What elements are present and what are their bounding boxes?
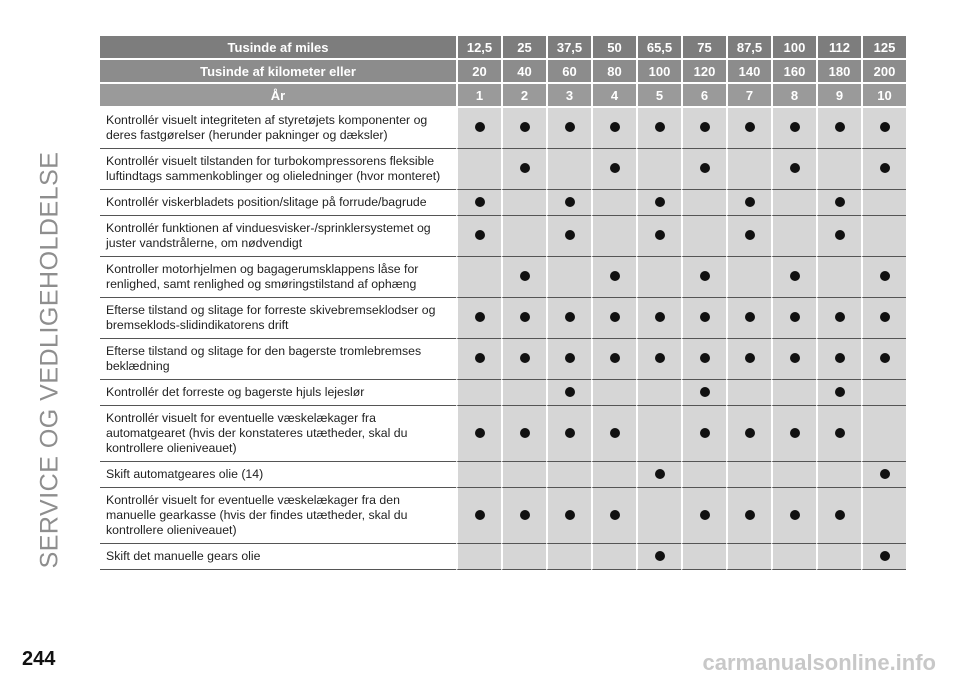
interval-cell xyxy=(456,298,501,339)
service-dot-icon xyxy=(835,122,845,132)
header-interval-value: 4 xyxy=(591,84,636,108)
task-description: Kontroller motorhjelmen og bagagerumsklappens låse for renlighed, samt renlighed og smøringstilstand af ophæng xyxy=(100,257,456,298)
service-dot-icon xyxy=(790,312,800,322)
interval-cell xyxy=(591,406,636,462)
service-dot-icon xyxy=(790,271,800,281)
interval-cell xyxy=(456,108,501,149)
table-row xyxy=(100,339,906,380)
interval-cell xyxy=(546,544,591,570)
service-dot-icon xyxy=(790,510,800,520)
service-dot-icon xyxy=(565,122,575,132)
task-description: Skift automatgeares olie (14) xyxy=(100,462,456,488)
interval-cell xyxy=(816,380,861,406)
interval-cell xyxy=(546,257,591,298)
interval-cell xyxy=(726,462,771,488)
header-label: År xyxy=(100,84,456,108)
table-row xyxy=(100,298,906,339)
interval-cell xyxy=(681,298,726,339)
interval-cell xyxy=(546,406,591,462)
interval-cell xyxy=(591,257,636,298)
header-row xyxy=(100,60,906,84)
header-interval-value: 20 xyxy=(456,60,501,84)
interval-cell xyxy=(501,462,546,488)
service-dot-icon xyxy=(880,163,890,173)
interval-cell xyxy=(861,544,906,570)
interval-cell xyxy=(501,544,546,570)
service-dot-icon xyxy=(610,163,620,173)
service-dot-icon xyxy=(835,428,845,438)
interval-cell xyxy=(546,108,591,149)
interval-cell xyxy=(771,190,816,216)
task-description: Kontrollér visuelt integriteten af styretøjets komponenter og deres fastgørelser (herunder pakninger og dæksler) xyxy=(100,108,456,149)
service-dot-icon xyxy=(475,353,485,363)
interval-cell xyxy=(816,339,861,380)
service-dot-icon xyxy=(880,551,890,561)
interval-cell xyxy=(861,462,906,488)
interval-cell xyxy=(861,406,906,462)
service-dot-icon xyxy=(700,387,710,397)
service-dot-icon xyxy=(700,122,710,132)
header-interval-value: 25 xyxy=(501,36,546,60)
interval-cell xyxy=(681,488,726,544)
header-interval-value: 5 xyxy=(636,84,681,108)
interval-cell xyxy=(771,108,816,149)
maintenance-schedule-table xyxy=(100,36,906,570)
service-dot-icon xyxy=(700,428,710,438)
header-interval-value: 65,5 xyxy=(636,36,681,60)
header-interval-value: 80 xyxy=(591,60,636,84)
interval-cell xyxy=(456,544,501,570)
service-dot-icon xyxy=(790,353,800,363)
service-dot-icon xyxy=(745,312,755,322)
watermark: carmanualsonline.info xyxy=(702,650,936,675)
interval-cell xyxy=(501,149,546,190)
interval-cell xyxy=(816,406,861,462)
header-interval-value: 1 xyxy=(456,84,501,108)
service-dot-icon xyxy=(745,510,755,520)
interval-cell xyxy=(726,488,771,544)
interval-cell xyxy=(726,298,771,339)
interval-cell xyxy=(546,190,591,216)
service-dot-icon xyxy=(700,271,710,281)
interval-cell xyxy=(501,406,546,462)
header-interval-value: 6 xyxy=(681,84,726,108)
service-dot-icon xyxy=(745,230,755,240)
interval-cell xyxy=(726,257,771,298)
service-dot-icon xyxy=(610,353,620,363)
interval-cell xyxy=(681,257,726,298)
interval-cell xyxy=(726,108,771,149)
service-dot-icon xyxy=(565,353,575,363)
service-dot-icon xyxy=(745,122,755,132)
interval-cell xyxy=(726,339,771,380)
interval-cell xyxy=(456,339,501,380)
service-dot-icon xyxy=(610,122,620,132)
service-dot-icon xyxy=(835,387,845,397)
interval-cell xyxy=(726,544,771,570)
header-interval-value: 87,5 xyxy=(726,36,771,60)
service-dot-icon xyxy=(880,469,890,479)
service-dot-icon xyxy=(610,510,620,520)
interval-cell xyxy=(816,488,861,544)
task-description: Efterse tilstand og slitage for den bagerste tromlebremses beklædning xyxy=(100,339,456,380)
interval-cell xyxy=(771,257,816,298)
service-dot-icon xyxy=(880,312,890,322)
interval-cell xyxy=(771,380,816,406)
header-label: Tusinde af miles xyxy=(100,36,456,60)
header-interval-value: 40 xyxy=(501,60,546,84)
table-row xyxy=(100,149,906,190)
interval-cell xyxy=(816,544,861,570)
interval-cell xyxy=(861,108,906,149)
service-dot-icon xyxy=(520,122,530,132)
interval-cell xyxy=(861,216,906,257)
service-dot-icon xyxy=(655,469,665,479)
interval-cell xyxy=(861,190,906,216)
table-row xyxy=(100,462,906,488)
header-interval-value: 8 xyxy=(771,84,816,108)
task-description: Kontrollér visuelt for eventuelle væskelækager fra den manuelle gearkasse (hvis der findes utætheder, skal du kontrollere olieniveauet) xyxy=(100,488,456,544)
section-title: SERVICE OG VEDLIGEHOLDELSE xyxy=(35,151,64,569)
interval-cell xyxy=(546,149,591,190)
interval-cell xyxy=(816,108,861,149)
service-dot-icon xyxy=(475,510,485,520)
task-description: Skift det manuelle gears olie xyxy=(100,544,456,570)
header-label: Tusinde af kilometer eller xyxy=(100,60,456,84)
service-dot-icon xyxy=(610,271,620,281)
header-row xyxy=(100,84,906,108)
header-interval-value: 12,5 xyxy=(456,36,501,60)
header-row xyxy=(100,36,906,60)
header-interval-value: 120 xyxy=(681,60,726,84)
interval-cell xyxy=(456,216,501,257)
interval-cell xyxy=(861,149,906,190)
service-dot-icon xyxy=(655,551,665,561)
service-dot-icon xyxy=(520,312,530,322)
task-description: Efterse tilstand og slitage for forreste skivebremseklodser og bremseklods-slidindikatorens drift xyxy=(100,298,456,339)
interval-cell xyxy=(681,216,726,257)
table-row xyxy=(100,190,906,216)
page-number: 244 xyxy=(22,648,56,670)
interval-cell xyxy=(861,257,906,298)
interval-cell xyxy=(636,108,681,149)
interval-cell xyxy=(501,298,546,339)
task-description: Kontrollér det forreste og bagerste hjuls lejeslør xyxy=(100,380,456,406)
interval-cell xyxy=(681,190,726,216)
interval-cell xyxy=(456,406,501,462)
service-dot-icon xyxy=(475,122,485,132)
interval-cell xyxy=(816,190,861,216)
interval-cell xyxy=(771,406,816,462)
interval-cell xyxy=(501,257,546,298)
interval-cell xyxy=(726,406,771,462)
task-description: Kontrollér visuelt tilstanden for turbokompressorens fleksible luftindtags sammenkoblinger og olieledninger (hvor monteret) xyxy=(100,149,456,190)
interval-cell xyxy=(501,190,546,216)
service-dot-icon xyxy=(835,510,845,520)
interval-cell xyxy=(816,462,861,488)
service-dot-icon xyxy=(790,122,800,132)
service-dot-icon xyxy=(790,163,800,173)
interval-cell xyxy=(456,462,501,488)
service-dot-icon xyxy=(565,428,575,438)
interval-cell xyxy=(726,149,771,190)
service-dot-icon xyxy=(475,230,485,240)
interval-cell xyxy=(816,216,861,257)
header-interval-value: 140 xyxy=(726,60,771,84)
interval-cell xyxy=(456,488,501,544)
service-dot-icon xyxy=(655,353,665,363)
interval-cell xyxy=(636,149,681,190)
table-row xyxy=(100,488,906,544)
service-dot-icon xyxy=(475,197,485,207)
table-row xyxy=(100,380,906,406)
service-dot-icon xyxy=(790,428,800,438)
service-dot-icon xyxy=(565,387,575,397)
interval-cell xyxy=(816,149,861,190)
service-dot-icon xyxy=(700,353,710,363)
interval-cell xyxy=(546,339,591,380)
table-row xyxy=(100,108,906,149)
header-interval-value: 2 xyxy=(501,84,546,108)
interval-cell xyxy=(636,339,681,380)
interval-cell xyxy=(591,108,636,149)
service-dot-icon xyxy=(565,230,575,240)
interval-cell xyxy=(861,488,906,544)
header-interval-value: 60 xyxy=(546,60,591,84)
service-dot-icon xyxy=(655,312,665,322)
header-interval-value: 75 xyxy=(681,36,726,60)
service-dot-icon xyxy=(745,428,755,438)
interval-cell xyxy=(816,298,861,339)
interval-cell xyxy=(456,149,501,190)
interval-cell xyxy=(546,380,591,406)
interval-cell xyxy=(861,339,906,380)
interval-cell xyxy=(456,257,501,298)
service-dot-icon xyxy=(520,271,530,281)
interval-cell xyxy=(681,339,726,380)
interval-cell xyxy=(816,257,861,298)
service-dot-icon xyxy=(475,428,485,438)
service-dot-icon xyxy=(880,122,890,132)
interval-cell xyxy=(591,380,636,406)
header-interval-value: 50 xyxy=(591,36,636,60)
table-row xyxy=(100,216,906,257)
interval-cell xyxy=(501,108,546,149)
interval-cell xyxy=(591,462,636,488)
interval-cell xyxy=(591,298,636,339)
header-interval-value: 37,5 xyxy=(546,36,591,60)
interval-cell xyxy=(591,216,636,257)
interval-cell xyxy=(681,406,726,462)
interval-cell xyxy=(636,216,681,257)
interval-cell xyxy=(546,462,591,488)
interval-cell xyxy=(771,488,816,544)
service-dot-icon xyxy=(835,312,845,322)
service-dot-icon xyxy=(655,230,665,240)
interval-cell xyxy=(771,339,816,380)
service-dot-icon xyxy=(880,271,890,281)
service-dot-icon xyxy=(610,312,620,322)
service-dot-icon xyxy=(565,312,575,322)
service-dot-icon xyxy=(520,510,530,520)
interval-cell xyxy=(771,149,816,190)
interval-cell xyxy=(681,108,726,149)
interval-cell xyxy=(861,380,906,406)
service-dot-icon xyxy=(520,428,530,438)
header-interval-value: 180 xyxy=(816,60,861,84)
service-dot-icon xyxy=(835,197,845,207)
interval-cell xyxy=(501,339,546,380)
service-dot-icon xyxy=(475,312,485,322)
interval-cell xyxy=(771,298,816,339)
header-interval-value: 9 xyxy=(816,84,861,108)
interval-cell xyxy=(636,462,681,488)
header-interval-value: 112 xyxy=(816,36,861,60)
interval-cell xyxy=(591,190,636,216)
interval-cell xyxy=(681,544,726,570)
interval-cell xyxy=(546,488,591,544)
header-interval-value: 10 xyxy=(861,84,906,108)
table-row xyxy=(100,257,906,298)
interval-cell xyxy=(546,216,591,257)
interval-cell xyxy=(771,462,816,488)
service-dot-icon xyxy=(520,353,530,363)
interval-cell xyxy=(546,298,591,339)
header-interval-value: 200 xyxy=(861,60,906,84)
interval-cell xyxy=(861,298,906,339)
header-interval-value: 3 xyxy=(546,84,591,108)
interval-cell xyxy=(636,544,681,570)
interval-cell xyxy=(771,544,816,570)
service-dot-icon xyxy=(565,197,575,207)
task-description: Kontrollér funktionen af vinduesvisker-/sprinklersystemet og juster vandstrålerne, om nødvendigt xyxy=(100,216,456,257)
interval-cell xyxy=(636,257,681,298)
interval-cell xyxy=(501,488,546,544)
service-dot-icon xyxy=(745,197,755,207)
interval-cell xyxy=(591,149,636,190)
task-description: Kontrollér viskerbladets position/slitage på forrude/bagrude xyxy=(100,190,456,216)
service-dot-icon xyxy=(745,353,755,363)
task-description: Kontrollér visuelt for eventuelle væskelækager fra automatgearet (hvis der konstateres utætheder, skal du kontrollere olieniveauet) xyxy=(100,406,456,462)
header-interval-value: 125 xyxy=(861,36,906,60)
service-dot-icon xyxy=(520,163,530,173)
interval-cell xyxy=(591,488,636,544)
header-interval-value: 100 xyxy=(771,36,816,60)
interval-cell xyxy=(681,462,726,488)
interval-cell xyxy=(456,190,501,216)
service-dot-icon xyxy=(700,163,710,173)
header-interval-value: 160 xyxy=(771,60,816,84)
interval-cell xyxy=(681,149,726,190)
interval-cell xyxy=(456,380,501,406)
interval-cell xyxy=(726,190,771,216)
interval-cell xyxy=(501,216,546,257)
service-dot-icon xyxy=(610,428,620,438)
header-interval-value: 100 xyxy=(636,60,681,84)
service-dot-icon xyxy=(565,510,575,520)
interval-cell xyxy=(726,380,771,406)
service-dot-icon xyxy=(835,353,845,363)
table-row xyxy=(100,406,906,462)
service-dot-icon xyxy=(835,230,845,240)
interval-cell xyxy=(771,216,816,257)
interval-cell xyxy=(636,488,681,544)
interval-cell xyxy=(591,339,636,380)
service-dot-icon xyxy=(880,353,890,363)
service-dot-icon xyxy=(700,510,710,520)
service-dot-icon xyxy=(655,197,665,207)
service-dot-icon xyxy=(655,122,665,132)
table-row xyxy=(100,544,906,570)
interval-cell xyxy=(636,380,681,406)
interval-cell xyxy=(681,380,726,406)
interval-cell xyxy=(591,544,636,570)
interval-cell xyxy=(636,406,681,462)
interval-cell xyxy=(501,380,546,406)
header-interval-value: 7 xyxy=(726,84,771,108)
interval-cell xyxy=(636,298,681,339)
service-dot-icon xyxy=(700,312,710,322)
interval-cell xyxy=(726,216,771,257)
interval-cell xyxy=(636,190,681,216)
